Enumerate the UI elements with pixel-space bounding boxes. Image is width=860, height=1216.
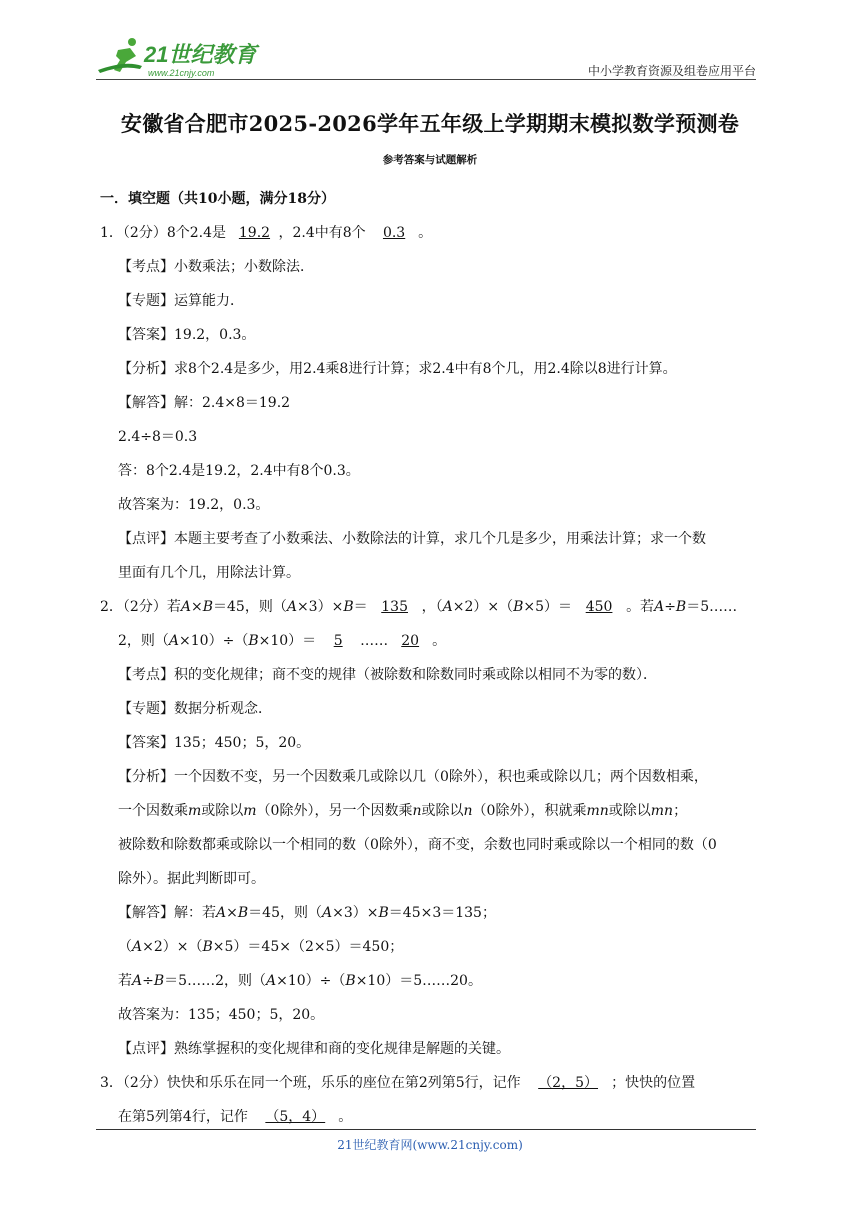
answer-blank: 135 [381, 599, 408, 615]
q2-daan: 【答案】135；450；5，20。 [118, 735, 311, 751]
q1-daan: 【答案】19.2，0.3。 [118, 327, 256, 343]
site-logo [96, 36, 266, 80]
q2-fenxi-cont: 被除数和除数都乘或除以一个相同的数（0除外），商不变，余数也同时乘或除以一个相同的数（0 [118, 837, 717, 853]
runner-logo-icon [98, 38, 142, 73]
footer-divider [96, 1129, 756, 1130]
q2-calc-line: 若A÷B＝5……2，则（A×10）÷（B×10）＝5……20。 [118, 973, 482, 989]
q2-gu: 故答案为：135；450；5，20。 [118, 1007, 325, 1023]
q1-da: 答：8个2.4是19.2，2.4中有8个0.3。 [118, 463, 360, 479]
answer-blank: 19.2 [238, 225, 271, 241]
logo-text: 21世纪教育 [144, 42, 257, 67]
q2-calc-line: （A×2）×（B×5）＝45×（2×5）＝450； [118, 939, 404, 955]
q2-fenxi-cont: 一个因数乘m或除以m（0除外），另一个因数乘n或除以n（0除外），积就乘mn或除以mn； [118, 803, 688, 819]
q1-gu: 故答案为：19.2，0.3。 [118, 497, 270, 513]
question-3-stem-cont: 在第5列第4行，记作 （5，4） 。 [100, 1100, 764, 1134]
question-3-stem: 3．（2分）快快和乐乐在同一个班，乐乐的座位在第2列第5行，记作 （2，5） ；快快的位置 [100, 1066, 764, 1100]
q2-jieda: 【解答】解：若A×B＝45，则（A×3）×B＝45×3＝135； [118, 905, 496, 921]
answer-blank: 0.3 [382, 225, 406, 241]
q2-dianping: 【点评】熟练掌握积的变化规律和商的变化规律是解题的关键。 [118, 1041, 510, 1057]
answer-blank: 450 [585, 599, 613, 615]
question-1-stem: 1．（2分）8个2.4是 19.2 ，2.4中有8个 0.3 。 [100, 216, 764, 250]
q1-jieda: 【解答】解：2.4×8＝19.2 [118, 395, 291, 411]
platform-name: 中小学教育资源及组卷应用平台 [587, 64, 756, 78]
q1-dianping-cont: 里面有几个几，用除法计算。 [118, 565, 300, 581]
q1-calc-line: 2.4÷8＝0.3 [118, 429, 198, 445]
q1-fenxi: 【分析】求8个2.4是多少，用2.4乘8进行计算；求2.4中有8个几，用2.4除以8进行计算。 [118, 361, 677, 377]
question-2-stem-cont: 2，则（A×10）÷（B×10）＝ 5 …… 20 。 [100, 624, 764, 658]
answer-blank: （5，4） [265, 1109, 326, 1125]
page-title: 安徽省合肥市2025-2026学年五年级上学期期末模拟数学预测卷 [120, 111, 740, 136]
q1-kaodian: 【考点】小数乘法；小数除法． [118, 259, 314, 275]
question-2-stem: 2．（2分）若A×B＝45，则（A×3）×B＝ 135 ，（A×2）×（B×5）＝ 450 。若A÷B＝5…… [100, 590, 764, 624]
q2-fenxi: 【分析】一个因数不变，另一个因数乘几或除以几（0除外），积也乘或除以几；两个因数相乘， [118, 769, 708, 785]
footer-link[interactable]: 21世纪教育网(www.21cnjy.com) [337, 1138, 523, 1152]
q2-zhuanti: 【专题】数据分析观念． [118, 701, 272, 717]
logo-url: www.21cnjy.com [148, 68, 215, 78]
section-heading: 一．填空题（共10小题，满分18分） [100, 191, 335, 207]
answer-content [100, 182, 764, 1134]
answer-blank: （2，5） [538, 1075, 599, 1091]
header-divider [96, 79, 756, 80]
q1-zhuanti: 【专题】运算能力． [118, 293, 244, 309]
q2-kaodian: 【考点】积的变化规律；商不变的规律（被除数和除数同时乘或除以相同不为零的数）． [118, 667, 657, 683]
answer-blank: 5 [333, 633, 343, 649]
answer-blank: 20 [401, 633, 420, 649]
q1-dianping: 【点评】本题主要考查了小数乘法、小数除法的计算，求几个几是多少，用乘法计算；求一个数 [118, 531, 706, 547]
page-subtitle: 参考答案与试题解析 [382, 154, 478, 166]
q2-fenxi-cont: 除外）。据此判断即可。 [118, 871, 265, 887]
